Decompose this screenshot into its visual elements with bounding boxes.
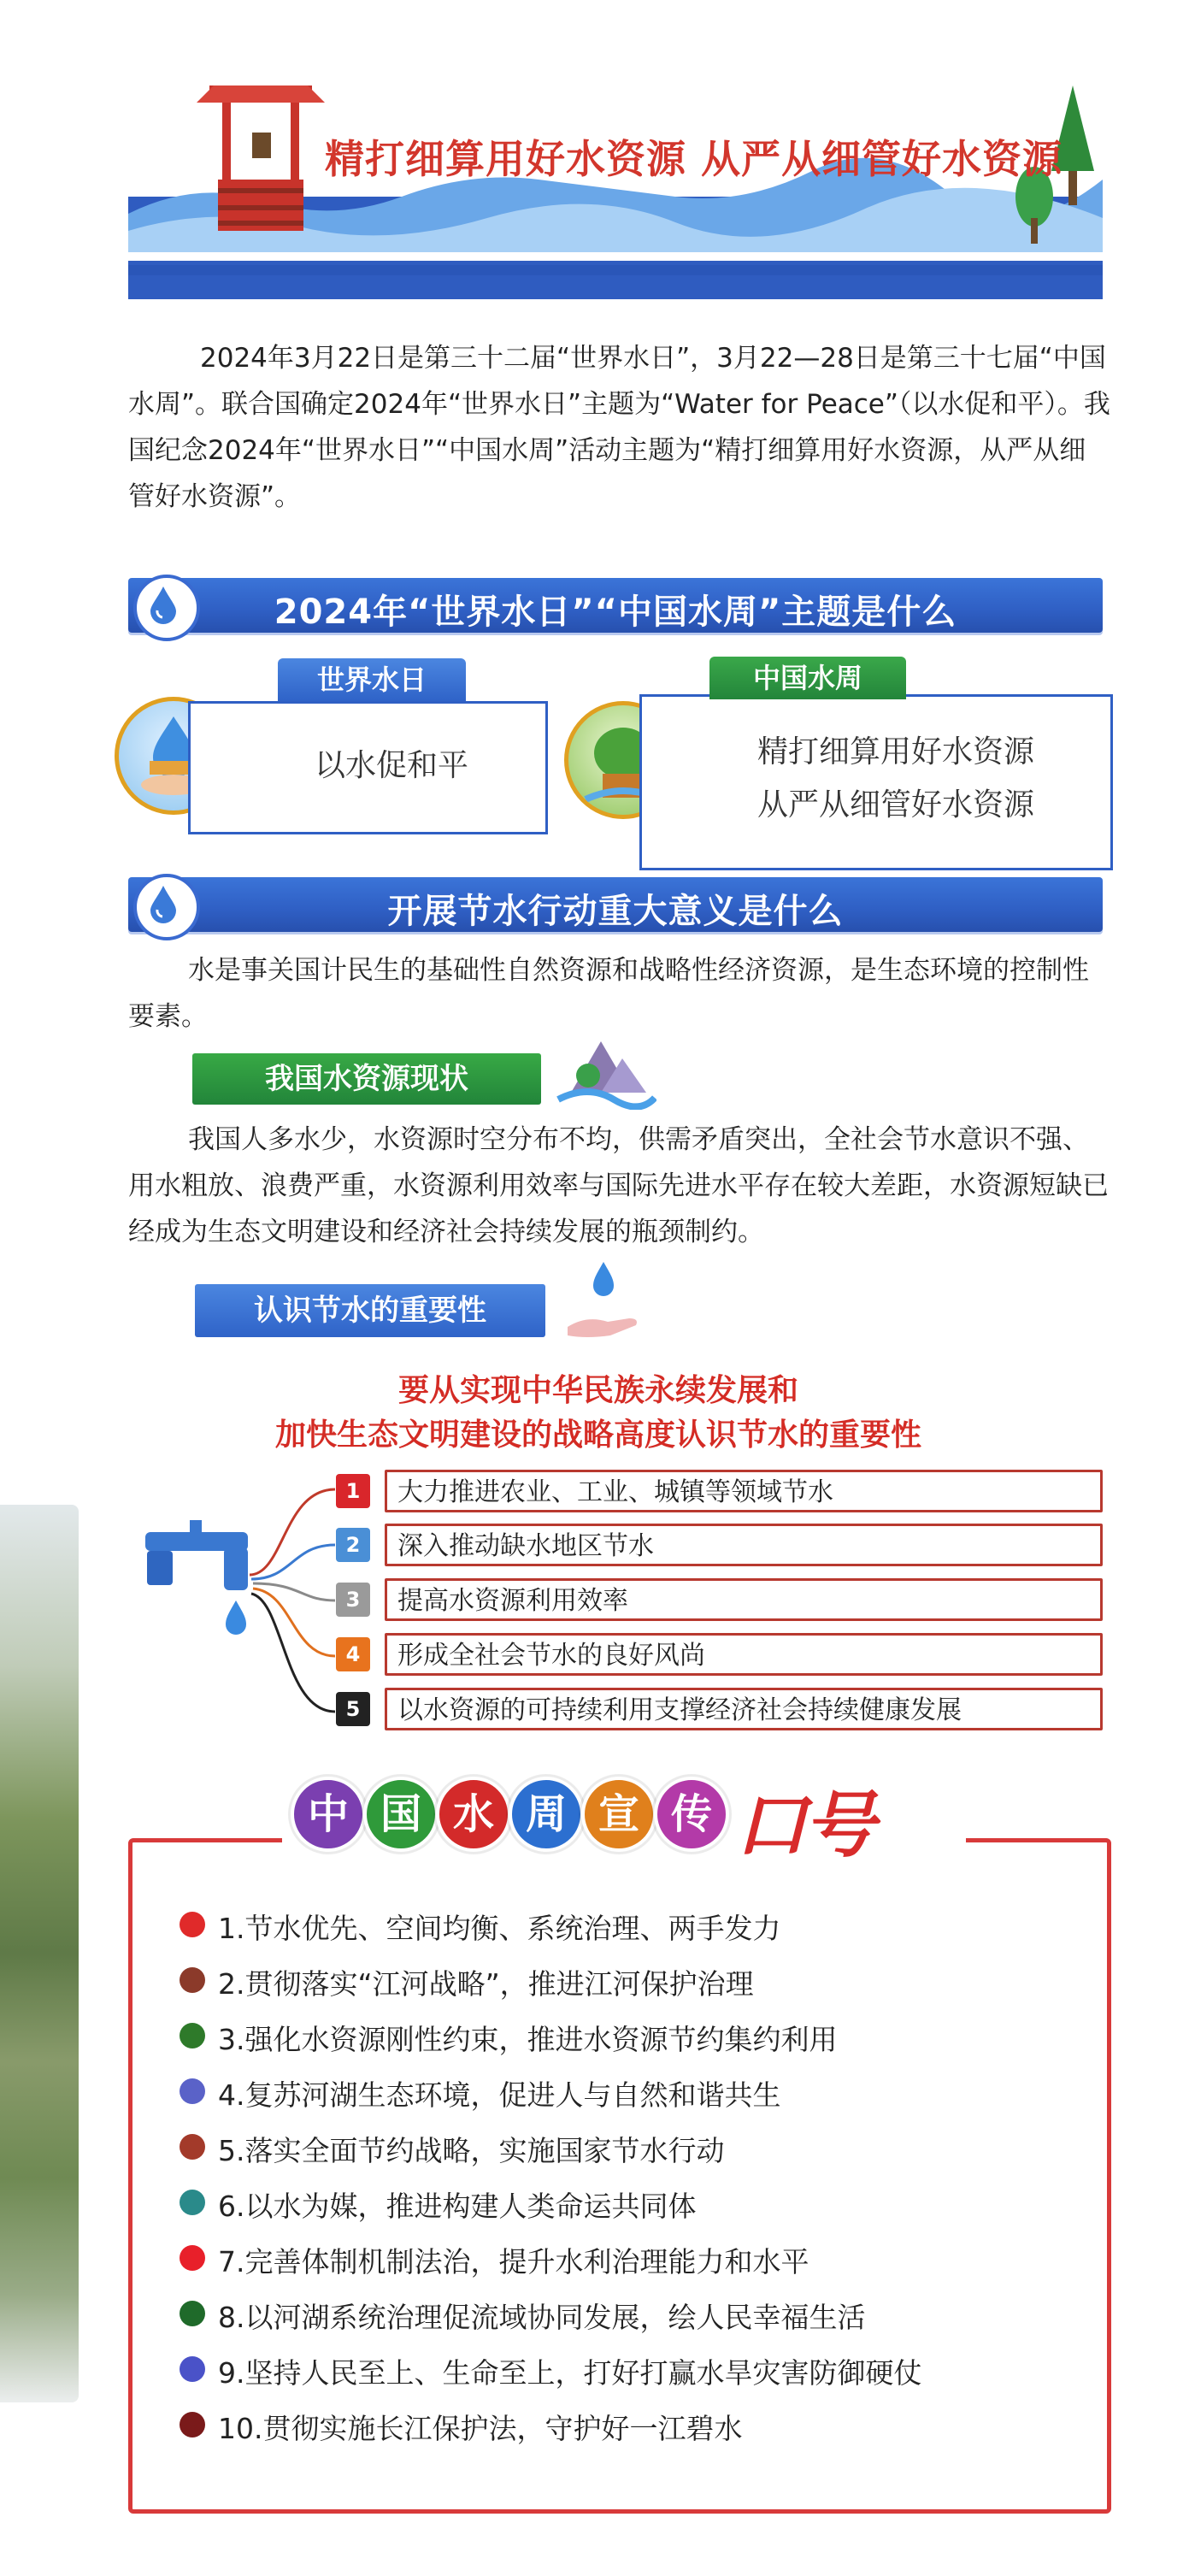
water-drop-icon (133, 575, 200, 641)
slogan-item: 6.以水为媒，推进构建人类命运共同体 (218, 2190, 697, 2223)
mountain-water-icon (554, 1024, 656, 1110)
hand-water-drop-icon (561, 1259, 646, 1344)
slogan-title-char: 周 (509, 1777, 584, 1852)
item-number: 2 (336, 1528, 370, 1562)
bullet-dot (180, 2245, 205, 2271)
banner-title: 精打细算用好水资源 从严从细管好水资源 (325, 136, 1063, 182)
importance-item: 提高水资源利用效率 (385, 1578, 1103, 1621)
china-water-week-theme-line1: 精打细算用好水资源 (757, 734, 1035, 769)
slogan-title-char: 中 (291, 1777, 366, 1852)
world-water-day-box (188, 701, 548, 834)
importance-headline-2: 加快生态文明建设的战略高度认识节水的重要性 (274, 1418, 921, 1453)
slogan-item: 1.节水优先、空间均衡、系统治理、两手发力 (218, 1912, 781, 1945)
item-number: 4 (336, 1637, 370, 1671)
china-water-week-theme-line2: 从严从细管好水资源 (757, 787, 1035, 822)
importance-item: 深入推动缺水地区节水 (385, 1524, 1103, 1566)
item-number: 3 (336, 1583, 370, 1617)
side-photo (0, 1505, 79, 2402)
slogan-title-char: 水 (436, 1777, 511, 1852)
bullet-dot (180, 2190, 205, 2215)
slogan-item: 5.落实全面节约战略，实施国家节水行动 (218, 2134, 725, 2167)
item-number: 5 (336, 1692, 370, 1726)
slogan-item: 7.完善体制机制法治，提升水利治理能力和水平 (218, 2245, 809, 2278)
water-status-tag: 我国水资源现状 (192, 1053, 541, 1105)
slogan-title-char: 宣 (581, 1777, 656, 1852)
slogan-item: 3.强化水资源刚性约束，推进水资源节约集约利用 (218, 2023, 838, 2056)
bullet-dot (180, 2023, 205, 2048)
importance-item: 大力推进农业、工业、城镇等领域节水 (385, 1470, 1103, 1512)
bullet-dot (180, 1967, 205, 1993)
bullet-dot (180, 2301, 205, 2326)
slogan-item: 9.坚持人民至上、生命至上，打好打赢水旱灾害防御硬仗 (218, 2356, 922, 2390)
world-water-day-theme: 以水促和平 (315, 748, 469, 783)
item-number: 1 (336, 1474, 370, 1508)
section-title-bar (128, 877, 1103, 932)
importance-headline-1: 要从实现中华民族永续发展和 (397, 1373, 798, 1408)
world-water-day-label: 世界水日 (278, 658, 466, 701)
water-status-paragraph: 我国人多水少，水资源时空分布不均，供需矛盾突出，全社会节水意识不强、用水粗放、浪费严重，水资源利用效率与国际先进水平存在较大差距，水资源短缺已经成为生态文明建设和经济社会持续发展的瓶颈制约。 (128, 1124, 1109, 1247)
importance-item: 以水资源的可持续利用支撑经济社会持续健康发展 (385, 1688, 1103, 1730)
slogan-item: 8.以河湖系统治理促流域协同发展，绘人民幸福生活 (218, 2301, 866, 2334)
bullet-dot (180, 1912, 205, 1937)
slogan-item: 4.复苏河湖生态环境，促进人与自然和谐共生 (218, 2078, 781, 2112)
slogan-header (282, 1768, 966, 1871)
bullet-dot (180, 2134, 205, 2160)
bullet-dot (180, 2078, 205, 2104)
china-water-week-label: 中国水周 (709, 657, 906, 699)
bullet-dot (180, 2412, 205, 2437)
importance-tag: 认识节水的重要性 (195, 1284, 545, 1337)
intro-paragraph: 2024年3月22日是第三十二届“世界水日”，3月22—28日是第三十七届“中国水周”。联合国确定2024年“世界水日”主题为“Water for Peace”（以水促和平）。我国纪念2024年“世界水日”“中国水周”活动主题为“精打细算用好水资源，从严从细管好水资源”。 (128, 343, 1110, 512)
china-water-week-box (639, 694, 1113, 870)
section-title: 2024年“世界水日”“中国水周”主题是什么 (274, 592, 957, 632)
section-title: 开展节水行动重大意义是什么 (387, 892, 844, 931)
section-title-bar (128, 578, 1103, 633)
slogan-title-suffix: 口号 (735, 1783, 873, 1867)
bullet-dot (180, 2356, 205, 2382)
slogan-item: 2.贯彻落实“江河战略”，推进江河保护治理 (218, 1967, 754, 2001)
importance-item: 形成全社会节水的良好风尚 (385, 1633, 1103, 1676)
water-drop-icon (133, 874, 200, 940)
slogan-title-char: 传 (654, 1777, 729, 1852)
significance-paragraph: 水是事关国计民生的基础性自然资源和战略性经济资源，是生态环境的控制性要素。 (128, 955, 1089, 1032)
slogan-title-char: 国 (363, 1777, 439, 1852)
slogan-item: 10.贯彻实施长江保护法，守护好一江碧水 (218, 2412, 743, 2445)
